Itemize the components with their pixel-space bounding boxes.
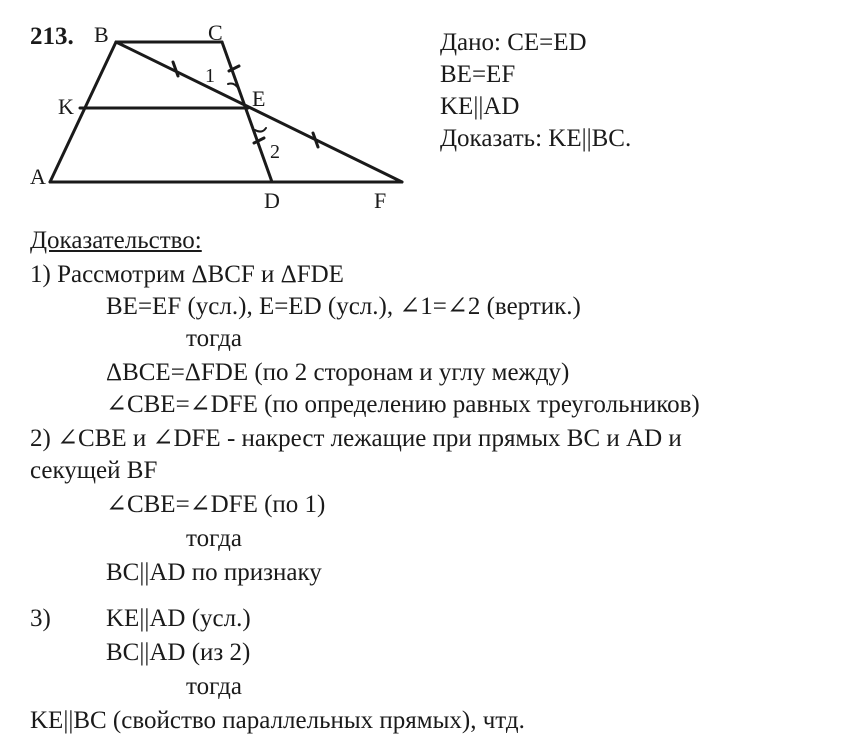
angle-2-arc	[255, 128, 266, 132]
point-label-b: B	[94, 22, 109, 47]
step1-line3: ∠CBE=∠DFE (по определению равных треугольников)	[106, 391, 700, 418]
segment-cd	[222, 42, 272, 182]
point-label-c: C	[208, 20, 223, 45]
given-line-1: Дано: CE=ED	[440, 29, 587, 56]
point-label-k: K	[58, 94, 74, 119]
step3-then: тогда	[186, 673, 242, 700]
point-label-f: F	[374, 188, 387, 213]
step1-line1: BE=EF (усл.), E=ED (усл.), ∠1=∠2 (вертик.)	[106, 293, 581, 320]
point-label-a: A	[30, 164, 46, 189]
segment-bf	[116, 42, 402, 182]
step3-line2: BC||AD (из 2)	[106, 639, 251, 666]
step3-line1: KE||AD (усл.)	[106, 605, 251, 632]
problem-number: 213.	[30, 23, 74, 50]
step2-title: 2) ∠CBE и ∠DFE - накрест лежащие при прямых BC и AD и	[30, 425, 682, 452]
proof-heading: Доказательство:	[30, 227, 202, 254]
step1-line2: ΔBCE=ΔFDE (по 2 сторонам и углу между)	[106, 359, 570, 386]
point-label-d: D	[264, 188, 280, 213]
step2-line2: BC||AD по признаку	[106, 559, 322, 586]
step3-number: 3)	[30, 605, 51, 632]
given-line-3: KE||AD	[440, 93, 520, 120]
step2-then: тогда	[186, 525, 242, 552]
angle-label-2: 2	[270, 141, 280, 163]
step2-line1: ∠CBE=∠DFE (по 1)	[106, 491, 326, 518]
step3-conclusion: KE||BC (свойство параллельных прямых), чтд.	[30, 707, 525, 734]
point-label-e: E	[252, 86, 266, 111]
prove-statement: Доказать: KE||BC.	[440, 125, 632, 152]
step2-title-cont: секущей BF	[30, 457, 158, 484]
step1-title: 1) Рассмотрим ΔBCF и ΔFDE	[30, 261, 344, 288]
step1-then: тогда	[186, 325, 242, 352]
angle-label-1: 1	[205, 65, 215, 87]
given-line-2: BE=EF	[440, 61, 516, 88]
